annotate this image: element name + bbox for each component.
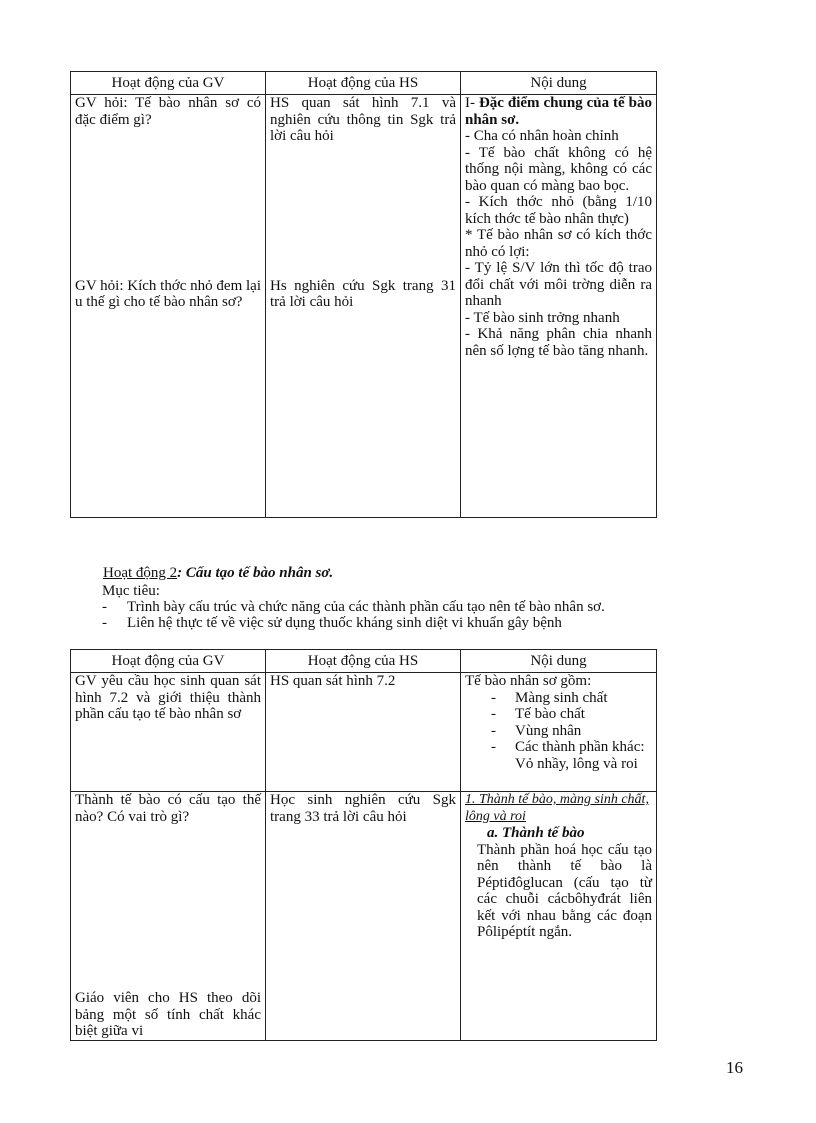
student-activity-cell: HS quan sát hình 7.2 bbox=[266, 673, 461, 792]
table-row bbox=[71, 673, 657, 792]
teacher-question: Thành tế bào có cấu tạo thế nào? Có vai trò gì? bbox=[75, 792, 261, 825]
component-list bbox=[465, 690, 652, 773]
teacher-activity-cell bbox=[71, 792, 266, 1041]
table-row bbox=[71, 792, 657, 1041]
teacher-question-1: GV hỏi: Tế bào nhân sơ có đặc điểm gì? bbox=[75, 95, 261, 128]
content-subheading: a. Thành tế bào bbox=[487, 825, 585, 841]
content-title-prefix: I- bbox=[465, 95, 475, 111]
content-line: - Tế bào sinh trởng nhanh bbox=[465, 309, 620, 326]
header-content: Nội dung bbox=[461, 650, 657, 673]
content-cell bbox=[461, 673, 657, 792]
content-paragraph: Thành phần hoá học cấu tạo nên thành tế bào là Péptiđôglucan (cấu tạo từ các chuỗi cácbôhyđrát liên kết với nhau bằng các đoạn Pôlipéptít ngắn. bbox=[477, 841, 652, 940]
header-teacher-activity: Hoạt động của GV bbox=[71, 650, 266, 673]
list-item: - Tế bào chất bbox=[491, 706, 652, 723]
activity-table-1 bbox=[70, 71, 657, 518]
student-activity-cell: Học sinh nghiên cứu Sgk trang 33 trả lời câu hỏi bbox=[266, 792, 461, 1041]
student-activity-cell bbox=[266, 95, 461, 518]
content-line: - Khả năng phân chia nhanh nên số lợng tế bào tăng nhanh. bbox=[465, 326, 652, 359]
content-title bbox=[465, 95, 652, 128]
table-header-row bbox=[71, 650, 657, 673]
list-item: - Màng sinh chất bbox=[491, 690, 652, 707]
teacher-activity-cell bbox=[71, 95, 266, 518]
list-item: - Các thành phần khác: Vỏ nhầy, lông và roi bbox=[491, 739, 652, 772]
objectives-label: Mục tiêu: bbox=[102, 583, 160, 599]
header-student-activity: Hoạt động của HS bbox=[266, 650, 461, 673]
list-item: - Vùng nhân bbox=[491, 723, 652, 740]
section-title: : Cấu tạo tế bào nhân sơ. bbox=[177, 565, 334, 581]
student-answer-1: HS quan sát hình 7.1 và nghiên cứu thông tin Sgk trả lời câu hỏi bbox=[270, 95, 456, 144]
content-cell bbox=[461, 95, 657, 518]
objective-text: Liên hệ thực tế về việc sử dụng thuốc kháng sinh diệt vi khuẩn gây bệnh bbox=[127, 615, 562, 631]
content-line: - Tỷ lệ S/V lớn thì tốc độ trao đổi chất với môi trờng diễn ra nhanh bbox=[465, 260, 652, 309]
content-cell bbox=[461, 792, 657, 1041]
section-heading bbox=[103, 565, 333, 582]
activity-table-2 bbox=[70, 649, 657, 1041]
content-intro: Tế bào nhân sơ gồm: bbox=[465, 673, 592, 689]
table-header-row bbox=[71, 72, 657, 95]
objectives bbox=[102, 583, 605, 631]
teacher-activity-cell: GV yêu cầu học sinh quan sát hình 7.2 và giới thiệu thành phần cấu tạo tế bào nhân sơ bbox=[71, 673, 266, 792]
objective-text: Trình bày cấu trúc và chức năng của các thành phần cấu tạo nên tế bào nhân sơ. bbox=[127, 599, 605, 615]
objective-item: - Liên hệ thực tế về việc sử dụng thuốc kháng sinh diệt vi khuẩn gây bệnh bbox=[102, 615, 562, 631]
page-number: 16 bbox=[726, 1058, 743, 1077]
content-title-text: Đặc điểm chung của tế bào nhân sơ. bbox=[465, 95, 652, 128]
table-row bbox=[71, 95, 657, 518]
header-content: Nội dung bbox=[461, 72, 657, 95]
student-answer-2: Hs nghiên cứu Sgk trang 31 trả lời câu hỏi bbox=[270, 277, 456, 310]
header-teacher-activity: Hoạt động của GV bbox=[71, 72, 266, 95]
section-label: Hoạt động 2 bbox=[103, 565, 178, 581]
header-student-activity: Hoạt động của HS bbox=[266, 72, 461, 95]
content-heading: 1. Thành tế bào, màng sinh chất, lông và roi bbox=[465, 792, 649, 824]
content-line: - Tế bào chất không có hệ thống nội màng, không có các bào quan có màng bao bọc. bbox=[465, 144, 652, 194]
objective-item: - Trình bày cấu trúc và chức năng của các thành phần cấu tạo nên tế bào nhân sơ. bbox=[102, 599, 605, 615]
teacher-question-2: GV hỏi: Kích thớc nhỏ đem lại u thế gì cho tế bào nhân sơ? bbox=[75, 277, 261, 310]
content-line: - Cha có nhân hoàn chỉnh bbox=[465, 128, 619, 144]
teacher-instruction: Giáo viên cho HS theo dõi bảng một số tính chất khác biệt giữa vi bbox=[75, 990, 261, 1039]
content-line: * Tế bào nhân sơ có kích thớc nhỏ có lợi: bbox=[465, 227, 652, 260]
content-line: - Kích thớc nhỏ (bằng 1/10 kích thớc tế bào nhân thực) bbox=[465, 194, 652, 227]
